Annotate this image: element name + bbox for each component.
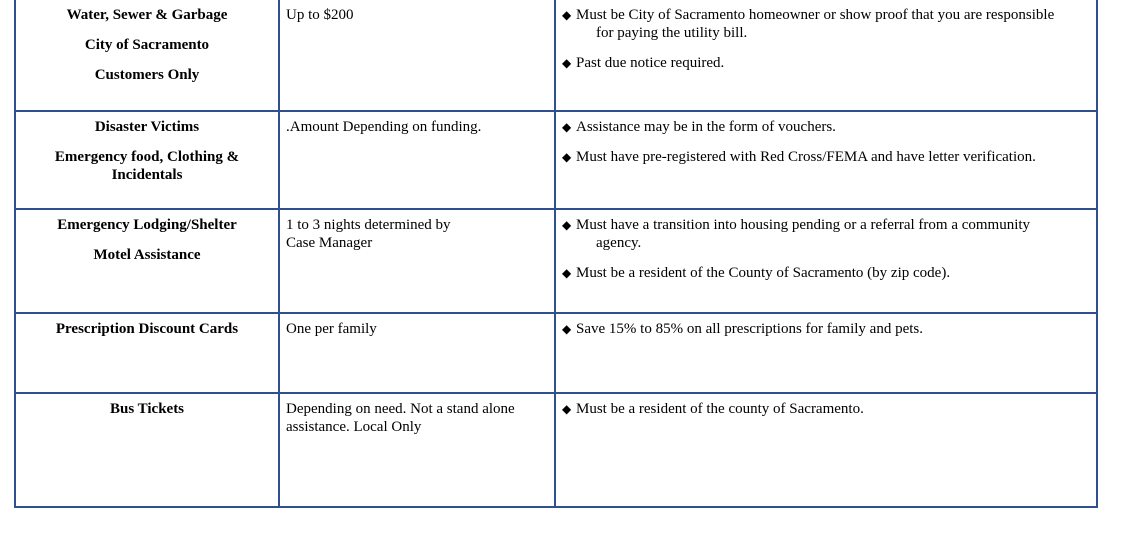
requirement-text: Assistance may be in the form of vouchers. (576, 119, 836, 135)
requirement-text: Must have pre-registered with Red Cross/FEMA and have letter verification. (576, 149, 1036, 165)
requirement-text: Must be City of Sacramento homeowner or show proof that you are responsible (576, 7, 1055, 23)
diamond-bullet-icon: ◆ (562, 218, 572, 232)
table-row (15, 313, 1097, 393)
diamond-bullet-icon: ◆ (562, 266, 572, 280)
requirement-text: Past due notice required. (576, 55, 725, 71)
requirement-text: Must be a resident of the County of Sacramento (by zip code). (576, 265, 951, 281)
assistance-type-cell (15, 0, 279, 111)
requirement-text: Save 15% to 85% on all prescriptions for family and pets. (576, 321, 924, 337)
requirement-item (562, 6, 1090, 42)
amount-cell: .Amount Depending on funding. (279, 111, 555, 209)
assistance-type-line: Emergency food, Clothing & Incidentals (54, 149, 240, 183)
assistance-type-line: Customers Only (94, 67, 200, 83)
requirement-text-continued: for paying the utility bill. (596, 25, 748, 41)
requirement-item (562, 54, 1090, 72)
requirement-text-continued: agency. (596, 235, 642, 251)
assistance-type-line: Water, Sewer & Garbage (66, 7, 228, 23)
requirement-item (562, 118, 1090, 136)
assistance-type-line: City of Sacramento (84, 37, 210, 53)
table-row (15, 0, 1097, 111)
table-row (15, 111, 1097, 209)
assistance-type-line: Emergency Lodging/Shelter (57, 217, 237, 233)
assistance-type-cell (15, 393, 279, 507)
requirement-text: Must be a resident of the county of Sacramento. (576, 401, 864, 417)
table-row (15, 393, 1097, 507)
assistance-type-line: Prescription Discount Cards (55, 321, 239, 337)
assistance-type-cell (15, 111, 279, 209)
requirements-cell (555, 209, 1097, 313)
diamond-bullet-icon: ◆ (562, 402, 572, 416)
amount-cell: 1 to 3 nights determined by Case Manager (279, 209, 555, 313)
amount-cell: One per family (279, 313, 555, 393)
assistance-type-cell (15, 313, 279, 393)
requirements-cell (555, 393, 1097, 507)
requirement-item (562, 400, 1090, 418)
diamond-bullet-icon: ◆ (562, 8, 572, 22)
requirement-text: Must have a transition into housing pending or a referral from a community (576, 217, 1031, 233)
amount-cell: Depending on need. Not a stand alone assistance. Local Only (279, 393, 555, 507)
requirements-cell (555, 313, 1097, 393)
requirement-item (562, 320, 1090, 338)
assistance-table (14, 0, 1098, 508)
diamond-bullet-icon: ◆ (562, 56, 572, 70)
diamond-bullet-icon: ◆ (562, 150, 572, 164)
assistance-type-line: Bus Tickets (109, 401, 185, 417)
amount-cell: Up to $200 (279, 0, 555, 111)
diamond-bullet-icon: ◆ (562, 322, 572, 336)
requirement-item (562, 148, 1090, 166)
assistance-type-cell (15, 209, 279, 313)
requirements-cell (555, 111, 1097, 209)
table-row (15, 209, 1097, 313)
assistance-type-line: Motel Assistance (93, 247, 201, 263)
requirement-item (562, 216, 1090, 252)
diamond-bullet-icon: ◆ (562, 120, 572, 134)
requirements-cell (555, 0, 1097, 111)
requirement-item (562, 264, 1090, 282)
assistance-type-line: Disaster Victims (94, 119, 200, 135)
